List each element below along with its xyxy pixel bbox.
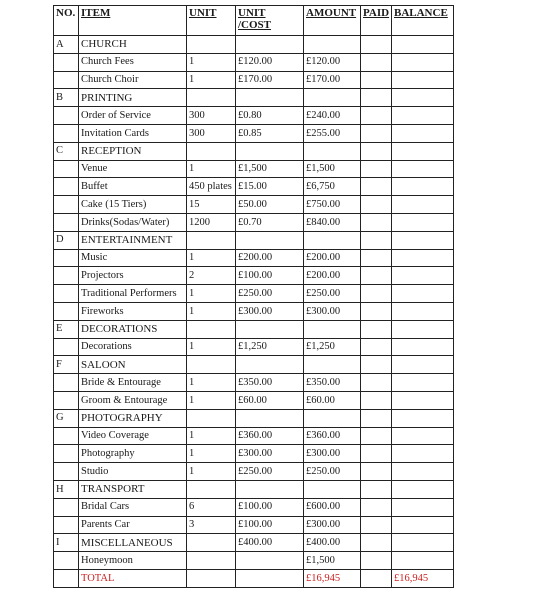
row-no — [54, 445, 79, 463]
item-name: Invitation Cards — [79, 124, 187, 142]
row-no — [54, 267, 79, 285]
item-amount: £255.00 — [304, 124, 361, 142]
item-balance — [392, 53, 454, 71]
item-name: Order of Service — [79, 107, 187, 125]
empty-cell — [304, 142, 361, 160]
section-row — [54, 231, 454, 249]
item-amount: £360.00 — [304, 427, 361, 445]
item-unit-cost: £200.00 — [236, 249, 304, 267]
col-header-unit: UNIT — [187, 6, 236, 36]
item-amount: £1,500 — [304, 160, 361, 178]
row-no — [54, 427, 79, 445]
table-row-honeymoon — [54, 552, 454, 570]
row-no — [54, 569, 79, 587]
item-paid — [361, 160, 392, 178]
empty-cell — [187, 320, 236, 338]
empty-cell — [187, 552, 236, 570]
honeymoon-amount: £1,500 — [304, 552, 361, 570]
item-paid — [361, 463, 392, 481]
table-row — [54, 196, 454, 214]
item-amount: £840.00 — [304, 213, 361, 231]
item-unit-cost: £15.00 — [236, 178, 304, 196]
item-name: Buffet — [79, 178, 187, 196]
item-balance — [392, 124, 454, 142]
table-row — [54, 338, 454, 356]
item-unit: 1 — [187, 374, 236, 392]
empty-cell — [304, 480, 361, 498]
item-unit: 1 — [187, 249, 236, 267]
section-name: ENTERTAINMENT — [79, 231, 187, 249]
empty-cell — [361, 231, 392, 249]
item-amount: £300.00 — [304, 516, 361, 534]
row-no — [54, 498, 79, 516]
item-amount: £350.00 — [304, 374, 361, 392]
empty-cell — [361, 356, 392, 374]
section-no: H — [54, 480, 79, 498]
section-no: C — [54, 142, 79, 160]
item-amount: £600.00 — [304, 498, 361, 516]
item-unit: 450 plates — [187, 178, 236, 196]
item-unit: 3 — [187, 516, 236, 534]
row-no — [54, 516, 79, 534]
item-unit: 1 — [187, 71, 236, 89]
table-row — [54, 267, 454, 285]
empty-cell — [236, 231, 304, 249]
table-row — [54, 178, 454, 196]
total-balance: £16,945 — [392, 569, 454, 587]
empty-cell — [304, 356, 361, 374]
item-name: Parents Car — [79, 516, 187, 534]
table-header-row — [54, 6, 454, 36]
item-balance — [392, 427, 454, 445]
section-no: B — [54, 89, 79, 107]
empty-cell — [187, 569, 236, 587]
item-balance — [392, 302, 454, 320]
item-balance — [392, 249, 454, 267]
item-name: Church Choir — [79, 71, 187, 89]
table-row — [54, 516, 454, 534]
empty-cell — [361, 89, 392, 107]
item-paid — [361, 178, 392, 196]
row-no — [54, 196, 79, 214]
item-name: Projectors — [79, 267, 187, 285]
table-row — [54, 445, 454, 463]
item-unit: 300 — [187, 107, 236, 125]
col-header-unit-cost — [236, 6, 304, 36]
table-row — [54, 213, 454, 231]
item-name: Groom & Entourage — [79, 391, 187, 409]
item-paid — [361, 124, 392, 142]
item-unit: 1 — [187, 53, 236, 71]
item-name: Venue — [79, 160, 187, 178]
item-unit: 1 — [187, 427, 236, 445]
empty-cell — [392, 356, 454, 374]
item-unit: 15 — [187, 196, 236, 214]
item-amount: £1,250 — [304, 338, 361, 356]
item-unit-cost: £120.00 — [236, 53, 304, 71]
item-paid — [361, 107, 392, 125]
table-row — [54, 374, 454, 392]
row-no — [54, 160, 79, 178]
item-unit-cost: £360.00 — [236, 427, 304, 445]
col-header-item: ITEM — [79, 6, 187, 36]
table-row — [54, 160, 454, 178]
empty-cell — [304, 409, 361, 427]
empty-cell — [304, 89, 361, 107]
item-paid — [361, 249, 392, 267]
empty-cell — [392, 320, 454, 338]
item-balance — [392, 338, 454, 356]
item-name: Church Fees — [79, 53, 187, 71]
table-row — [54, 285, 454, 303]
section-no: F — [54, 356, 79, 374]
item-amount: £200.00 — [304, 249, 361, 267]
table-body — [54, 36, 454, 588]
empty-cell — [392, 231, 454, 249]
section-name: CHURCH — [79, 36, 187, 54]
item-paid — [361, 391, 392, 409]
item-balance — [392, 285, 454, 303]
row-no — [54, 285, 79, 303]
misc-unit-cost: £400.00 — [236, 534, 304, 552]
item-unit: 1 — [187, 463, 236, 481]
table-row — [54, 71, 454, 89]
section-name: MISCELLANEOUS — [79, 534, 187, 552]
item-unit-cost: £100.00 — [236, 516, 304, 534]
item-paid — [361, 53, 392, 71]
empty-cell — [236, 89, 304, 107]
item-balance — [392, 516, 454, 534]
item-unit-cost: £1,250 — [236, 338, 304, 356]
wedding-budget-table — [53, 5, 454, 588]
row-no — [54, 107, 79, 125]
item-balance — [392, 107, 454, 125]
empty-cell — [187, 409, 236, 427]
section-name: TRANSPORT — [79, 480, 187, 498]
empty-cell — [392, 89, 454, 107]
total-amount: £16,945 — [304, 569, 361, 587]
item-unit-cost: £0.85 — [236, 124, 304, 142]
section-row — [54, 480, 454, 498]
section-row — [54, 320, 454, 338]
item-unit-cost: £50.00 — [236, 196, 304, 214]
item-unit: 1 — [187, 445, 236, 463]
item-balance — [392, 178, 454, 196]
empty-cell — [236, 320, 304, 338]
table-row — [54, 53, 454, 71]
misc-amount: £400.00 — [304, 534, 361, 552]
section-no: D — [54, 231, 79, 249]
item-name: Cake (15 Tiers) — [79, 196, 187, 214]
item-name: Traditional Performers — [79, 285, 187, 303]
section-name: SALOON — [79, 356, 187, 374]
item-unit: 1 — [187, 391, 236, 409]
item-unit: 1200 — [187, 213, 236, 231]
empty-cell — [236, 356, 304, 374]
row-no — [54, 53, 79, 71]
item-amount: £60.00 — [304, 391, 361, 409]
honeymoon-item: Honeymoon — [79, 552, 187, 570]
item-paid — [361, 374, 392, 392]
item-unit: 1 — [187, 160, 236, 178]
empty-cell — [392, 409, 454, 427]
row-no — [54, 338, 79, 356]
empty-cell — [236, 569, 304, 587]
item-unit: 1 — [187, 285, 236, 303]
section-name: RECEPTION — [79, 142, 187, 160]
col-header-amount: AMOUNT — [304, 6, 361, 36]
table-row — [54, 124, 454, 142]
section-no: I — [54, 534, 79, 552]
empty-cell — [187, 142, 236, 160]
section-name: PRINTING — [79, 89, 187, 107]
item-unit-cost: £1,500 — [236, 160, 304, 178]
item-unit-cost: £100.00 — [236, 267, 304, 285]
col-header-no: NO. — [54, 6, 79, 36]
item-paid — [361, 445, 392, 463]
empty-cell — [236, 36, 304, 54]
item-unit-cost: £250.00 — [236, 463, 304, 481]
empty-cell — [392, 534, 454, 552]
item-balance — [392, 71, 454, 89]
empty-cell — [187, 356, 236, 374]
item-unit-cost: £170.00 — [236, 71, 304, 89]
section-no: E — [54, 320, 79, 338]
item-paid — [361, 498, 392, 516]
section-row — [54, 36, 454, 54]
item-name: Fireworks — [79, 302, 187, 320]
empty-cell — [361, 320, 392, 338]
empty-cell — [304, 231, 361, 249]
item-balance — [392, 213, 454, 231]
table-row — [54, 249, 454, 267]
row-no — [54, 391, 79, 409]
empty-cell — [187, 36, 236, 54]
item-unit: 1 — [187, 338, 236, 356]
section-name: PHOTOGRAPHY — [79, 409, 187, 427]
item-unit-cost: £60.00 — [236, 391, 304, 409]
item-amount: £750.00 — [304, 196, 361, 214]
item-unit-cost: £300.00 — [236, 302, 304, 320]
item-paid — [361, 71, 392, 89]
empty-cell — [361, 552, 392, 570]
empty-cell — [187, 480, 236, 498]
item-paid — [361, 427, 392, 445]
item-amount: £300.00 — [304, 445, 361, 463]
section-name: DECORATIONS — [79, 320, 187, 338]
total-label: TOTAL — [79, 569, 187, 587]
table-row — [54, 302, 454, 320]
section-no: A — [54, 36, 79, 54]
col-header-paid: PAID — [361, 6, 392, 36]
section-row — [54, 356, 454, 374]
item-name: Studio — [79, 463, 187, 481]
item-balance — [392, 445, 454, 463]
item-balance — [392, 463, 454, 481]
item-unit-cost: £300.00 — [236, 445, 304, 463]
item-unit-cost: £0.70 — [236, 213, 304, 231]
item-paid — [361, 285, 392, 303]
table-row — [54, 427, 454, 445]
item-unit: 1 — [187, 302, 236, 320]
item-name: Music — [79, 249, 187, 267]
row-no — [54, 249, 79, 267]
empty-cell — [187, 231, 236, 249]
item-name: Bride & Entourage — [79, 374, 187, 392]
item-paid — [361, 267, 392, 285]
row-no — [54, 302, 79, 320]
empty-cell — [236, 552, 304, 570]
row-no — [54, 178, 79, 196]
empty-cell — [304, 36, 361, 54]
item-paid — [361, 302, 392, 320]
section-row-misc — [54, 534, 454, 552]
item-balance — [392, 267, 454, 285]
item-unit: 300 — [187, 124, 236, 142]
empty-cell — [361, 480, 392, 498]
empty-cell — [361, 142, 392, 160]
item-amount: £120.00 — [304, 53, 361, 71]
row-no — [54, 374, 79, 392]
section-row — [54, 89, 454, 107]
table-row — [54, 463, 454, 481]
item-amount: £250.00 — [304, 285, 361, 303]
item-name: Video Coverage — [79, 427, 187, 445]
col-header-balance: BALANCE — [392, 6, 454, 36]
empty-cell — [392, 480, 454, 498]
row-no — [54, 552, 79, 570]
empty-cell — [392, 36, 454, 54]
item-paid — [361, 516, 392, 534]
unit-cost-line2: /COST — [238, 19, 272, 32]
item-name: Decorations — [79, 338, 187, 356]
section-no: G — [54, 409, 79, 427]
item-name: Drinks(Sodas/Water) — [79, 213, 187, 231]
empty-cell — [304, 320, 361, 338]
item-balance — [392, 160, 454, 178]
item-amount: £6,750 — [304, 178, 361, 196]
empty-cell — [236, 142, 304, 160]
item-unit-cost: £0.80 — [236, 107, 304, 125]
item-paid — [361, 196, 392, 214]
item-name: Photography — [79, 445, 187, 463]
total-row — [54, 569, 454, 587]
empty-cell — [361, 36, 392, 54]
table-row — [54, 498, 454, 516]
section-row — [54, 409, 454, 427]
empty-cell — [392, 142, 454, 160]
empty-cell — [361, 409, 392, 427]
empty-cell — [361, 569, 392, 587]
row-no — [54, 213, 79, 231]
item-amount: £200.00 — [304, 267, 361, 285]
item-unit: 2 — [187, 267, 236, 285]
item-amount: £250.00 — [304, 463, 361, 481]
item-amount: £300.00 — [304, 302, 361, 320]
table-row — [54, 107, 454, 125]
item-unit-cost: £250.00 — [236, 285, 304, 303]
item-amount: £240.00 — [304, 107, 361, 125]
item-balance — [392, 374, 454, 392]
empty-cell — [392, 552, 454, 570]
empty-cell — [236, 480, 304, 498]
empty-cell — [236, 409, 304, 427]
empty-cell — [187, 89, 236, 107]
item-name: Bridal Cars — [79, 498, 187, 516]
row-no — [54, 71, 79, 89]
item-balance — [392, 498, 454, 516]
row-no — [54, 463, 79, 481]
section-row — [54, 142, 454, 160]
table-row — [54, 391, 454, 409]
row-no — [54, 124, 79, 142]
item-paid — [361, 213, 392, 231]
item-balance — [392, 391, 454, 409]
empty-cell — [187, 534, 236, 552]
item-amount: £170.00 — [304, 71, 361, 89]
empty-cell — [361, 534, 392, 552]
item-unit: 6 — [187, 498, 236, 516]
item-unit-cost: £100.00 — [236, 498, 304, 516]
item-paid — [361, 338, 392, 356]
item-balance — [392, 196, 454, 214]
item-unit-cost: £350.00 — [236, 374, 304, 392]
unit-cost-line1: UNIT — [238, 7, 266, 19]
